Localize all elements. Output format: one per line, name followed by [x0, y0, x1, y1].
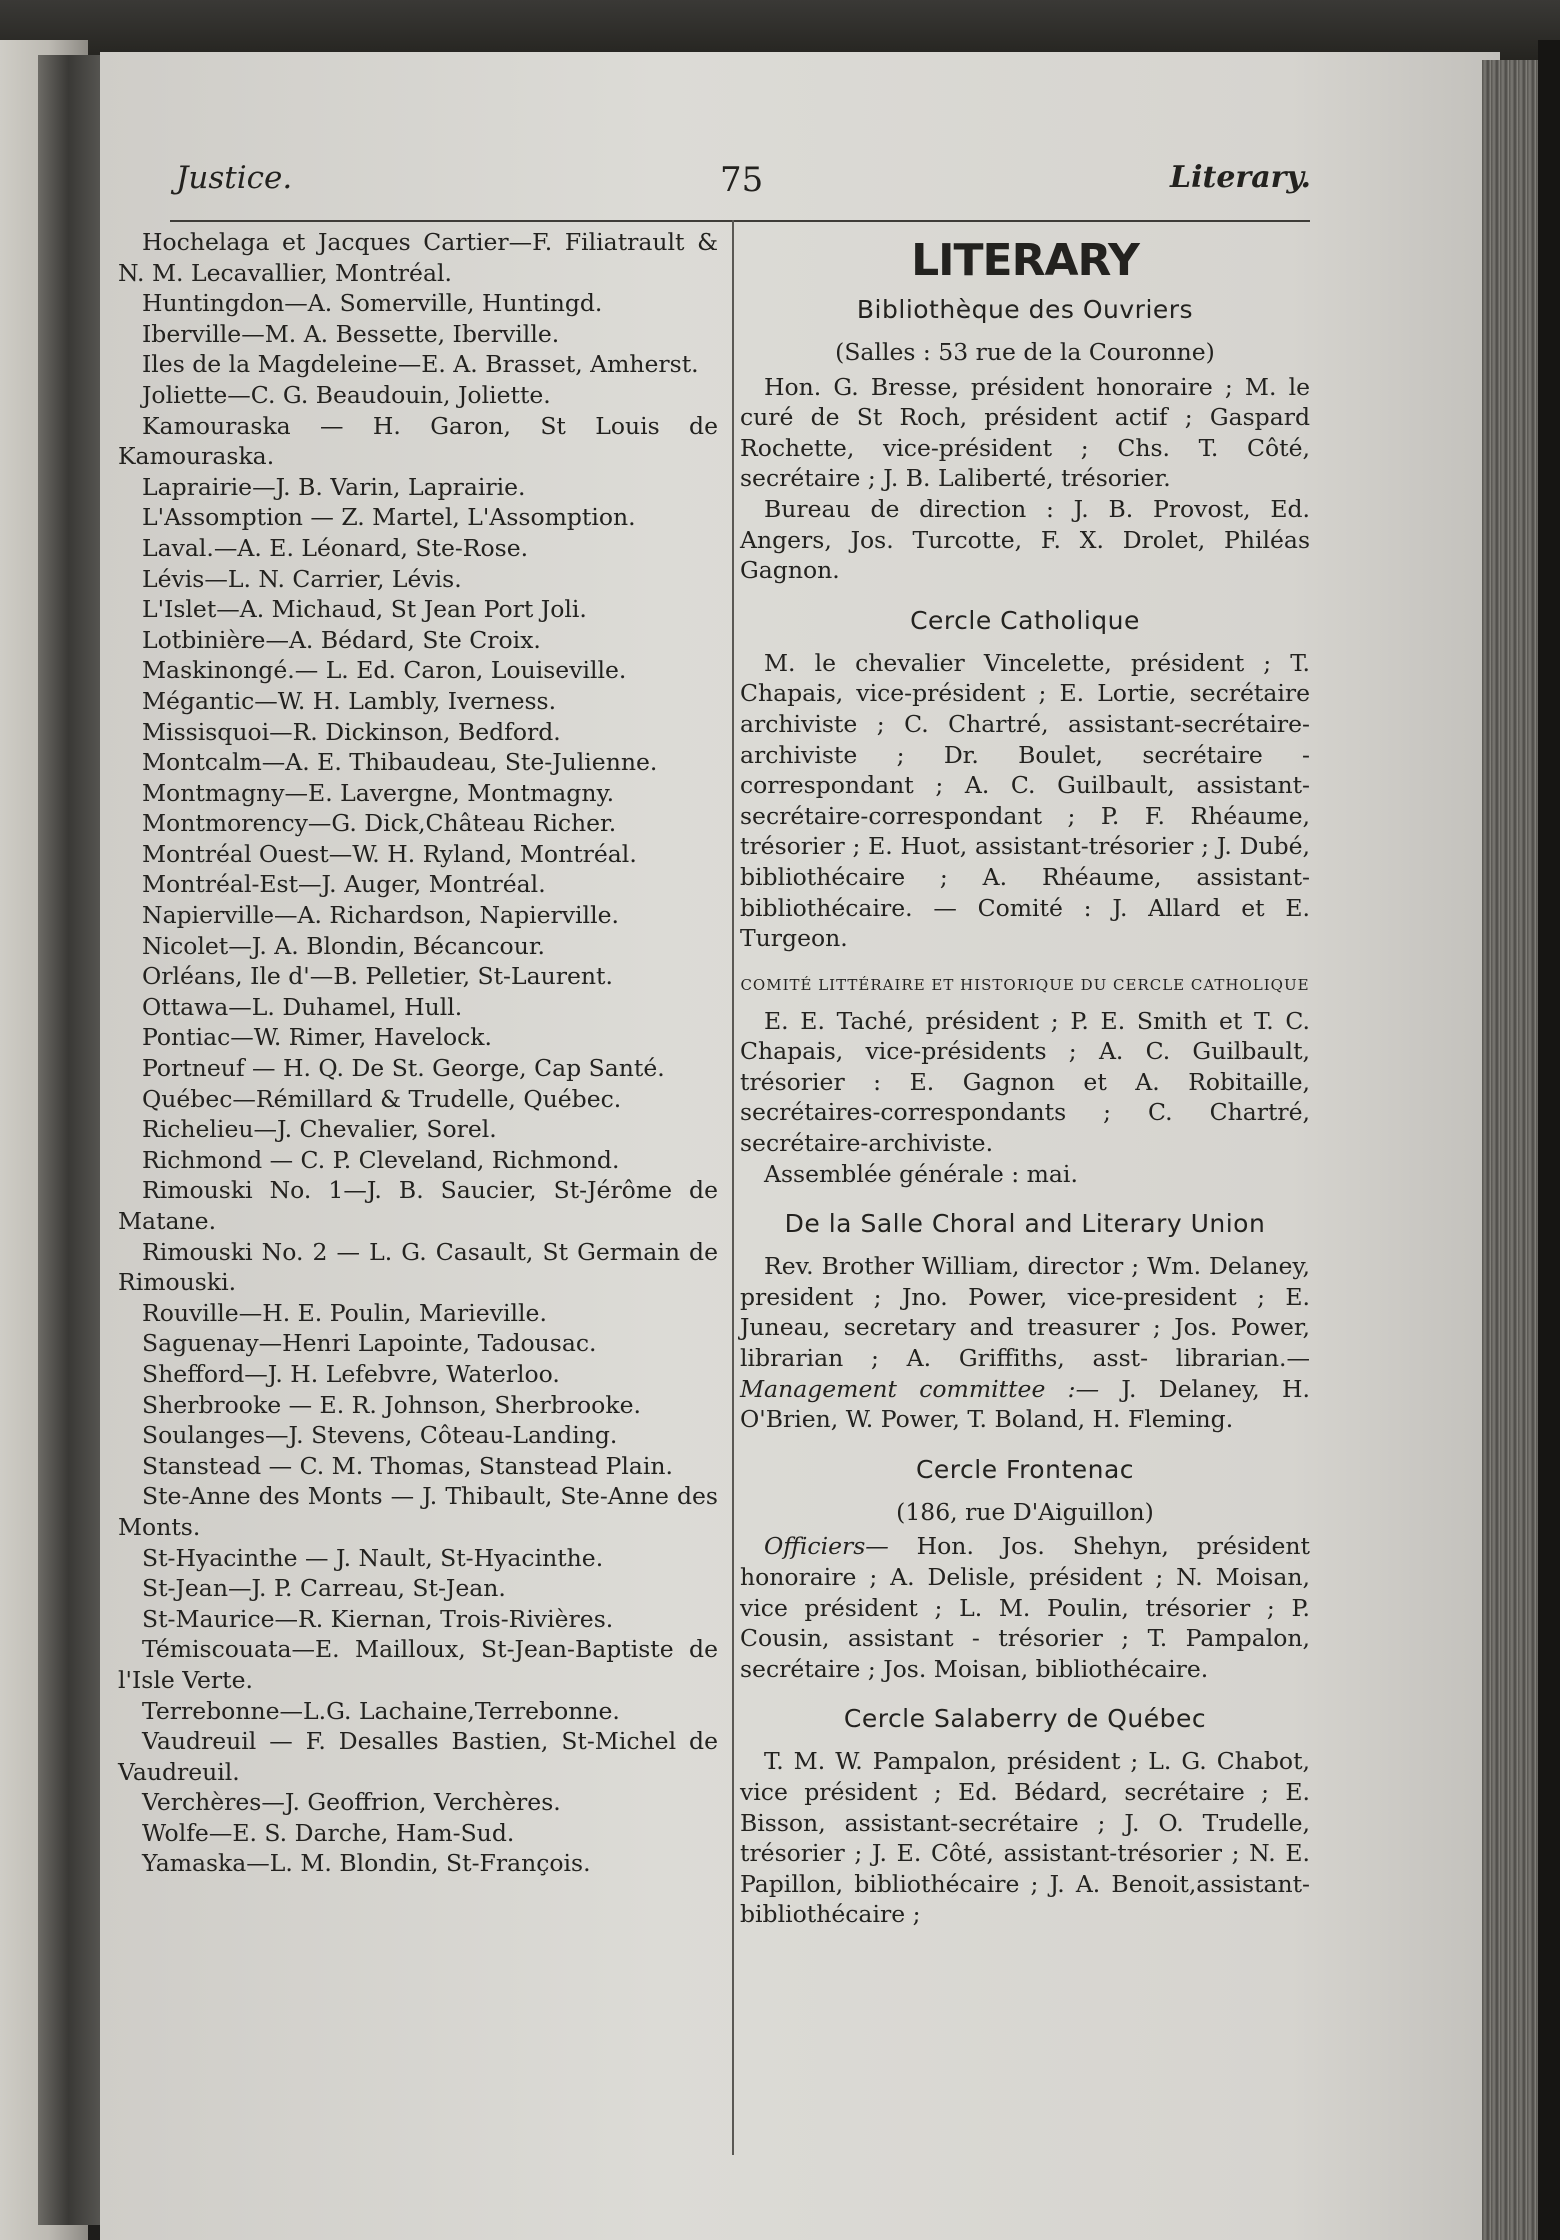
- directory-entry: Montréal-Est—J. Auger, Montréal.: [142, 870, 546, 899]
- directory-entry: Montmorency—G. Dick,Château Richer.: [142, 809, 617, 838]
- directory-entry: Shefford—J. H. Lefebvre, Waterloo.: [142, 1359, 560, 1388]
- paragraph-italic: Officiers—: [764, 1532, 889, 1561]
- directory-entry: Rimouski No. 2 — L. G. Casault, St Germain de Rimouski.: [118, 1237, 718, 1297]
- directory-entry: Laval.—A. E. Léonard, Ste-Rose.: [142, 533, 529, 562]
- directory-entry: Orléans, Ile d'—B. Pelletier, St-Laurent.: [142, 962, 613, 991]
- section-title: Cercle Catholique: [910, 605, 1140, 635]
- right-column: [740, 227, 1310, 1930]
- directory-entry: Iles de la Magdeleine—E. A. Brasset, Amherst.: [142, 350, 699, 379]
- directory-entry: Missisquoi—R. Dickinson, Bedford.: [142, 717, 561, 746]
- directory-entry: Saguenay—Henri Lapointe, Tadousac.: [142, 1329, 597, 1358]
- section-title: Cercle Salaberry de Québec: [843, 1704, 1207, 1734]
- paragraph: T. M. W. Pampalon, président ; L. G. Chabot, vice président ; Ed. Bédard, secrétaire ; E. Bisson, assistant-secrétaire ; J. O. Trudelle, trésorier ; J. E. Côté, assistant-trésorier ; N. E. Papillon, bibliothécaire ; J. A. Benoit,assistant-bibliothécaire ;: [740, 1747, 1310, 1929]
- section-title: Cercle Frontenac: [915, 1454, 1135, 1484]
- page: [100, 52, 1500, 2240]
- paragraph: E. E. Taché, président ; P. E. Smith et T. C. Chapais, vice-présidents ; A. C. Guilbault, trésorier : E. Gagnon et A. Robitaille, secrétaires-correspondants ; C. Chartré, secrétaire-archiviste.: [740, 1006, 1310, 1158]
- section-title: Bibliothèque des Ouvriers: [856, 295, 1194, 324]
- directory-entry: Laprairie—J. B. Varin, Laprairie.: [142, 472, 526, 501]
- directory-entry: Napierville—A. Richardson, Napierville.: [142, 901, 619, 930]
- directory-entry: L'Assomption — Z. Martel, L'Assomption.: [142, 503, 636, 532]
- section-address: (186, rue D'Aiguillon): [896, 1497, 1154, 1526]
- directory-entry: Stanstead — C. M. Thomas, Stanstead Plain.: [142, 1451, 674, 1480]
- book-edge: [1538, 40, 1560, 2240]
- directory-entry: Lotbinière—A. Bédard, Ste Croix.: [142, 625, 541, 654]
- paragraph: M. le chevalier Vincelette, président ; T. Chapais, vice-président ; E. Lortie, secrétaire archiviste ; C. Chartré, assistant-secrétaire-archiviste ; Dr. Boulet, secrétaire - correspondant ; A. C. Guilbault, assistant-secrétaire-correspondant ; P. F. Rhéaume, trésorier ; E. Huot, assistant-trésorier ; J. Dubé, bibliothécaire ; A. Rhéaume, assistant-bibliothécaire. — Comité : J. Allard et E. Turgeon.: [740, 648, 1310, 953]
- column-rule: [732, 220, 734, 2155]
- directory-entry: L'Islet—A. Michaud, St Jean Port Joli.: [142, 595, 587, 624]
- directory-entry: Lévis—L. N. Carrier, Lévis.: [142, 564, 462, 593]
- directory-entry: Verchères—J. Geoffrion, Verchères.: [142, 1788, 561, 1817]
- paragraph-text: J. Delaney, H. O'Brien, W. Power, T. Boland, H. Fleming.: [740, 1374, 1310, 1434]
- running-head-right: Literary.: [1170, 160, 1311, 195]
- directory-entry: Québec—Rémillard & Trudelle, Québec.: [142, 1084, 622, 1113]
- directory-entry: Mégantic—W. H. Lambly, Iverness.: [142, 686, 557, 715]
- directory-entry: Rouville—H. E. Poulin, Marieville.: [142, 1298, 547, 1327]
- section-subtitle: COMITÉ LITTÉRAIRE ET HISTORIQUE DU CERCLE CATHOLIQUE: [740, 975, 1310, 994]
- directory-entry: Témiscouata—E. Mailloux, St-Jean-Baptiste de l'Isle Verte.: [118, 1635, 718, 1694]
- section-address: (Salles : 53 rue de la Couronne): [835, 338, 1215, 366]
- directory-entry: Nicolet—J. A. Blondin, Bécancour.: [142, 931, 545, 960]
- directory-entry: Montcalm—A. E. Thibaudeau, Ste-Julienne.: [142, 748, 658, 777]
- directory-entry: Ste-Anne des Monts — J. Thibault, Ste-Anne des Monts.: [118, 1482, 718, 1541]
- paragraph-text: Hon. Jos. Shehyn, président honoraire ; A. Delisle, président ; N. Moisan, vice président ; L. M. Poulin, trésorier ; P. Cousin, assistant - trésorier ; T. Pampalon, secrétaire ; Jos. Moisan, bibliothécaire.: [740, 1532, 1310, 1683]
- page-number: 75: [720, 160, 764, 200]
- main-title: LITERARY: [911, 235, 1139, 286]
- left-column: [118, 227, 718, 1879]
- directory-entry: Kamouraska — H. Garon, St Louis de Kamouraska.: [118, 411, 718, 471]
- paragraph-italic: Management committee :—: [740, 1374, 1100, 1403]
- directory-entry: Ottawa—L. Duhamel, Hull.: [142, 992, 463, 1021]
- directory-entry: Iberville—M. A. Bessette, Iberville.: [142, 319, 560, 348]
- paragraph: Hon. G. Bresse, président honoraire ; M. le curé de St Roch, président actif ; Gaspard Rochette, vice-président ; Chs. T. Côté, secrétaire ; J. B. Laliberté, trésorier.: [740, 372, 1310, 493]
- directory-entry: Montmagny—E. Lavergne, Montmagny.: [142, 778, 615, 807]
- paragraph: Bureau de direction : J. B. Provost, Ed. Angers, Jos. Turcotte, F. X. Drolet, Philéas Gagnon.: [740, 494, 1310, 585]
- directory-entry: Yamaska—L. M. Blondin, St-François.: [142, 1849, 591, 1878]
- directory-entry: St-Maurice—R. Kiernan, Trois-Rivières.: [142, 1604, 614, 1633]
- directory-entry: Joliette—C. G. Beaudouin, Joliette.: [142, 380, 551, 409]
- header-rule: [170, 220, 1310, 222]
- book-gutter: [38, 55, 106, 2225]
- directory-entry: Hochelaga et Jacques Cartier—F. Filiatrault & N. M. Lecavallier, Montréal.: [118, 228, 718, 287]
- section-title: De la Salle Choral and Literary Union: [784, 1209, 1266, 1239]
- directory-entry: Maskinongé.— L. Ed. Caron, Louiseville.: [142, 656, 627, 685]
- directory-entry: Terrebonne—L.G. Lachaine,Terrebonne.: [142, 1696, 620, 1725]
- directory-entry: Sherbrooke — E. R. Johnson, Sherbrooke.: [142, 1390, 641, 1419]
- directory-entry: Richelieu—J. Chevalier, Sorel.: [142, 1115, 497, 1144]
- directory-entry: Huntingdon—A. Somerville, Huntingd.: [142, 289, 603, 318]
- directory-entry: Portneuf — H. Q. De St. George, Cap Santé.: [142, 1054, 665, 1083]
- paragraph: Assemblée générale : mai.: [764, 1159, 1078, 1188]
- directory-entry: Soulanges—J. Stevens, Côteau-Landing.: [142, 1421, 618, 1450]
- directory-entry: Richmond — C. P. Cleveland, Richmond.: [142, 1145, 620, 1174]
- paragraph: [740, 1251, 1310, 1435]
- directory-entry: St-Hyacinthe — J. Nault, St-Hyacinthe.: [142, 1543, 604, 1572]
- paragraph-text: Rev. Brother William, director ; Wm. Delaney, president ; Jno. Power, vice-president ; E. Juneau, secretary and treasurer ; Jos. Power, librarian ; A. Griffiths, asst- librarian.—: [740, 1252, 1310, 1373]
- directory-entry: Wolfe—E. S. Darche, Ham-Sud.: [142, 1818, 515, 1847]
- directory-entry: St-Jean—J. P. Carreau, St-Jean.: [142, 1574, 506, 1603]
- directory-entry: Rimouski No. 1—J. B. Saucier, St-Jérôme de Matane.: [118, 1176, 718, 1235]
- running-head-left: Justice.: [176, 160, 293, 196]
- paragraph: [740, 1531, 1310, 1684]
- directory-entry: Montréal Ouest—W. H. Ryland, Montréal.: [142, 839, 637, 868]
- directory-entry: Pontiac—W. Rimer, Havelock.: [142, 1023, 492, 1052]
- directory-entry: Vaudreuil — F. Desalles Bastien, St-Michel de Vaudreuil.: [118, 1727, 718, 1786]
